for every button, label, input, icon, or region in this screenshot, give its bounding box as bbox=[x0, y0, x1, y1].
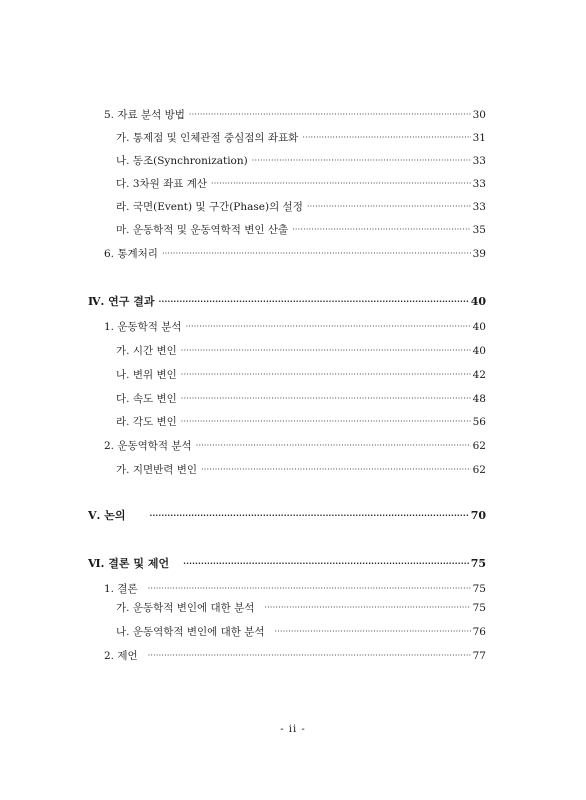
toc-entry-page: 33 bbox=[472, 201, 486, 213]
toc-entry-label: 라. 각도 변인 bbox=[116, 416, 177, 428]
dot-leader bbox=[158, 295, 468, 309]
toc-entry-page: 62 bbox=[472, 464, 486, 476]
toc-entry bbox=[116, 415, 486, 429]
toc-entry-page: 42 bbox=[472, 369, 486, 381]
toc-entry bbox=[104, 439, 486, 453]
dot-leader bbox=[307, 200, 471, 214]
toc-entry-page: 62 bbox=[472, 440, 486, 452]
toc-entry-label: 2. 제언 bbox=[104, 650, 138, 662]
dot-leader bbox=[292, 223, 470, 237]
toc-chapter bbox=[88, 295, 486, 309]
toc-chapter-page: 40 bbox=[470, 295, 486, 308]
toc-entry bbox=[116, 344, 486, 358]
dot-leader bbox=[183, 557, 469, 571]
toc-entry bbox=[104, 247, 486, 261]
toc-entry-page: 56 bbox=[472, 416, 486, 428]
dot-leader bbox=[196, 439, 471, 453]
dot-leader bbox=[186, 320, 471, 334]
toc-entry-label: 가. 운동학적 변인에 대한 분석 bbox=[116, 602, 255, 614]
toc-chapter-page: 70 bbox=[470, 509, 486, 522]
dot-leader bbox=[275, 625, 471, 639]
toc-entry-label: 2. 운동역학적 분석 bbox=[104, 440, 192, 452]
toc-entry-page: 35 bbox=[472, 224, 486, 236]
toc-entry-label: 5. 자료 분석 방법 bbox=[104, 109, 185, 121]
toc-entry-label: 다. 속도 변인 bbox=[116, 393, 177, 405]
toc-entry-label: 나. 운동역학적 변인에 대한 분석 bbox=[116, 626, 265, 638]
dot-leader bbox=[189, 108, 471, 122]
toc-entry-page: 75 bbox=[472, 602, 486, 614]
toc-chapter bbox=[88, 557, 486, 571]
toc-entry-page: 40 bbox=[472, 321, 486, 333]
toc-entry-label: 6. 통계처리 bbox=[104, 248, 158, 260]
toc-entry-label: 다. 3차원 좌표 계산 bbox=[116, 178, 208, 190]
toc-entry-page: 76 bbox=[472, 626, 486, 638]
toc-chapter bbox=[88, 509, 486, 523]
dot-leader bbox=[148, 649, 471, 663]
toc-entry-label: 가. 통제점 및 인체관절 중심점의 좌표화 bbox=[116, 132, 299, 144]
dot-leader bbox=[302, 131, 470, 145]
toc-chapter-page: 75 bbox=[470, 557, 486, 570]
toc-entry-label: 라. 국면(Event) 및 구간(Phase)의 설정 bbox=[116, 201, 303, 213]
dot-leader bbox=[181, 392, 471, 406]
toc-entry-label: 나. 변위 변인 bbox=[116, 369, 177, 381]
dot-leader bbox=[181, 368, 471, 382]
toc-entry-page: 39 bbox=[472, 248, 486, 260]
dot-leader bbox=[162, 247, 471, 261]
dot-leader bbox=[211, 177, 471, 191]
toc-entry-page: 33 bbox=[472, 155, 486, 167]
toc-entry bbox=[116, 392, 486, 406]
toc-entry bbox=[116, 131, 486, 145]
dot-leader bbox=[149, 509, 468, 523]
toc-entry bbox=[116, 601, 486, 615]
toc-entry bbox=[116, 200, 486, 214]
dot-leader bbox=[201, 463, 471, 477]
toc-entry-page: 31 bbox=[472, 132, 486, 144]
toc-entry-label: 1. 운동학적 분석 bbox=[104, 321, 182, 333]
toc-entry bbox=[104, 582, 486, 596]
toc-entry bbox=[104, 320, 486, 334]
toc-entry bbox=[116, 154, 486, 168]
toc-entry bbox=[116, 625, 486, 639]
toc-entry-label: 1. 결론 bbox=[104, 583, 138, 595]
dot-leader bbox=[264, 601, 470, 615]
toc-chapter-label: Ⅳ. 연구 결과 bbox=[88, 295, 155, 308]
toc-entry-page: 33 bbox=[472, 178, 486, 190]
toc-entry-label: 마. 운동학적 및 운동역학적 변인 산출 bbox=[116, 224, 289, 236]
toc-entry-page: 77 bbox=[472, 650, 486, 662]
dot-leader bbox=[181, 415, 471, 429]
toc-entry bbox=[104, 108, 486, 122]
toc-entry-label: 가. 시간 변인 bbox=[116, 345, 177, 357]
toc-entry-label: 가. 지면반력 변인 bbox=[116, 464, 198, 476]
toc-chapter-label: Ⅴ. 논의 bbox=[88, 509, 126, 522]
toc-entry-label: 나. 동조(Synchronization) bbox=[116, 155, 248, 167]
toc-chapter-label: Ⅵ. 결론 및 제언 bbox=[88, 557, 170, 570]
toc-entry-page: 48 bbox=[472, 393, 486, 405]
page-number: - ii - bbox=[280, 724, 306, 735]
toc-entry bbox=[116, 177, 486, 191]
toc-entry bbox=[116, 463, 486, 477]
toc-entry-page: 75 bbox=[472, 583, 486, 595]
toc-entry bbox=[116, 368, 486, 382]
toc-entry-page: 40 bbox=[472, 345, 486, 357]
dot-leader bbox=[252, 154, 471, 168]
dot-leader bbox=[181, 344, 471, 358]
toc-entry bbox=[116, 223, 486, 237]
dot-leader bbox=[148, 582, 471, 596]
toc-entry-page: 30 bbox=[472, 109, 486, 121]
toc-entry bbox=[104, 649, 486, 663]
